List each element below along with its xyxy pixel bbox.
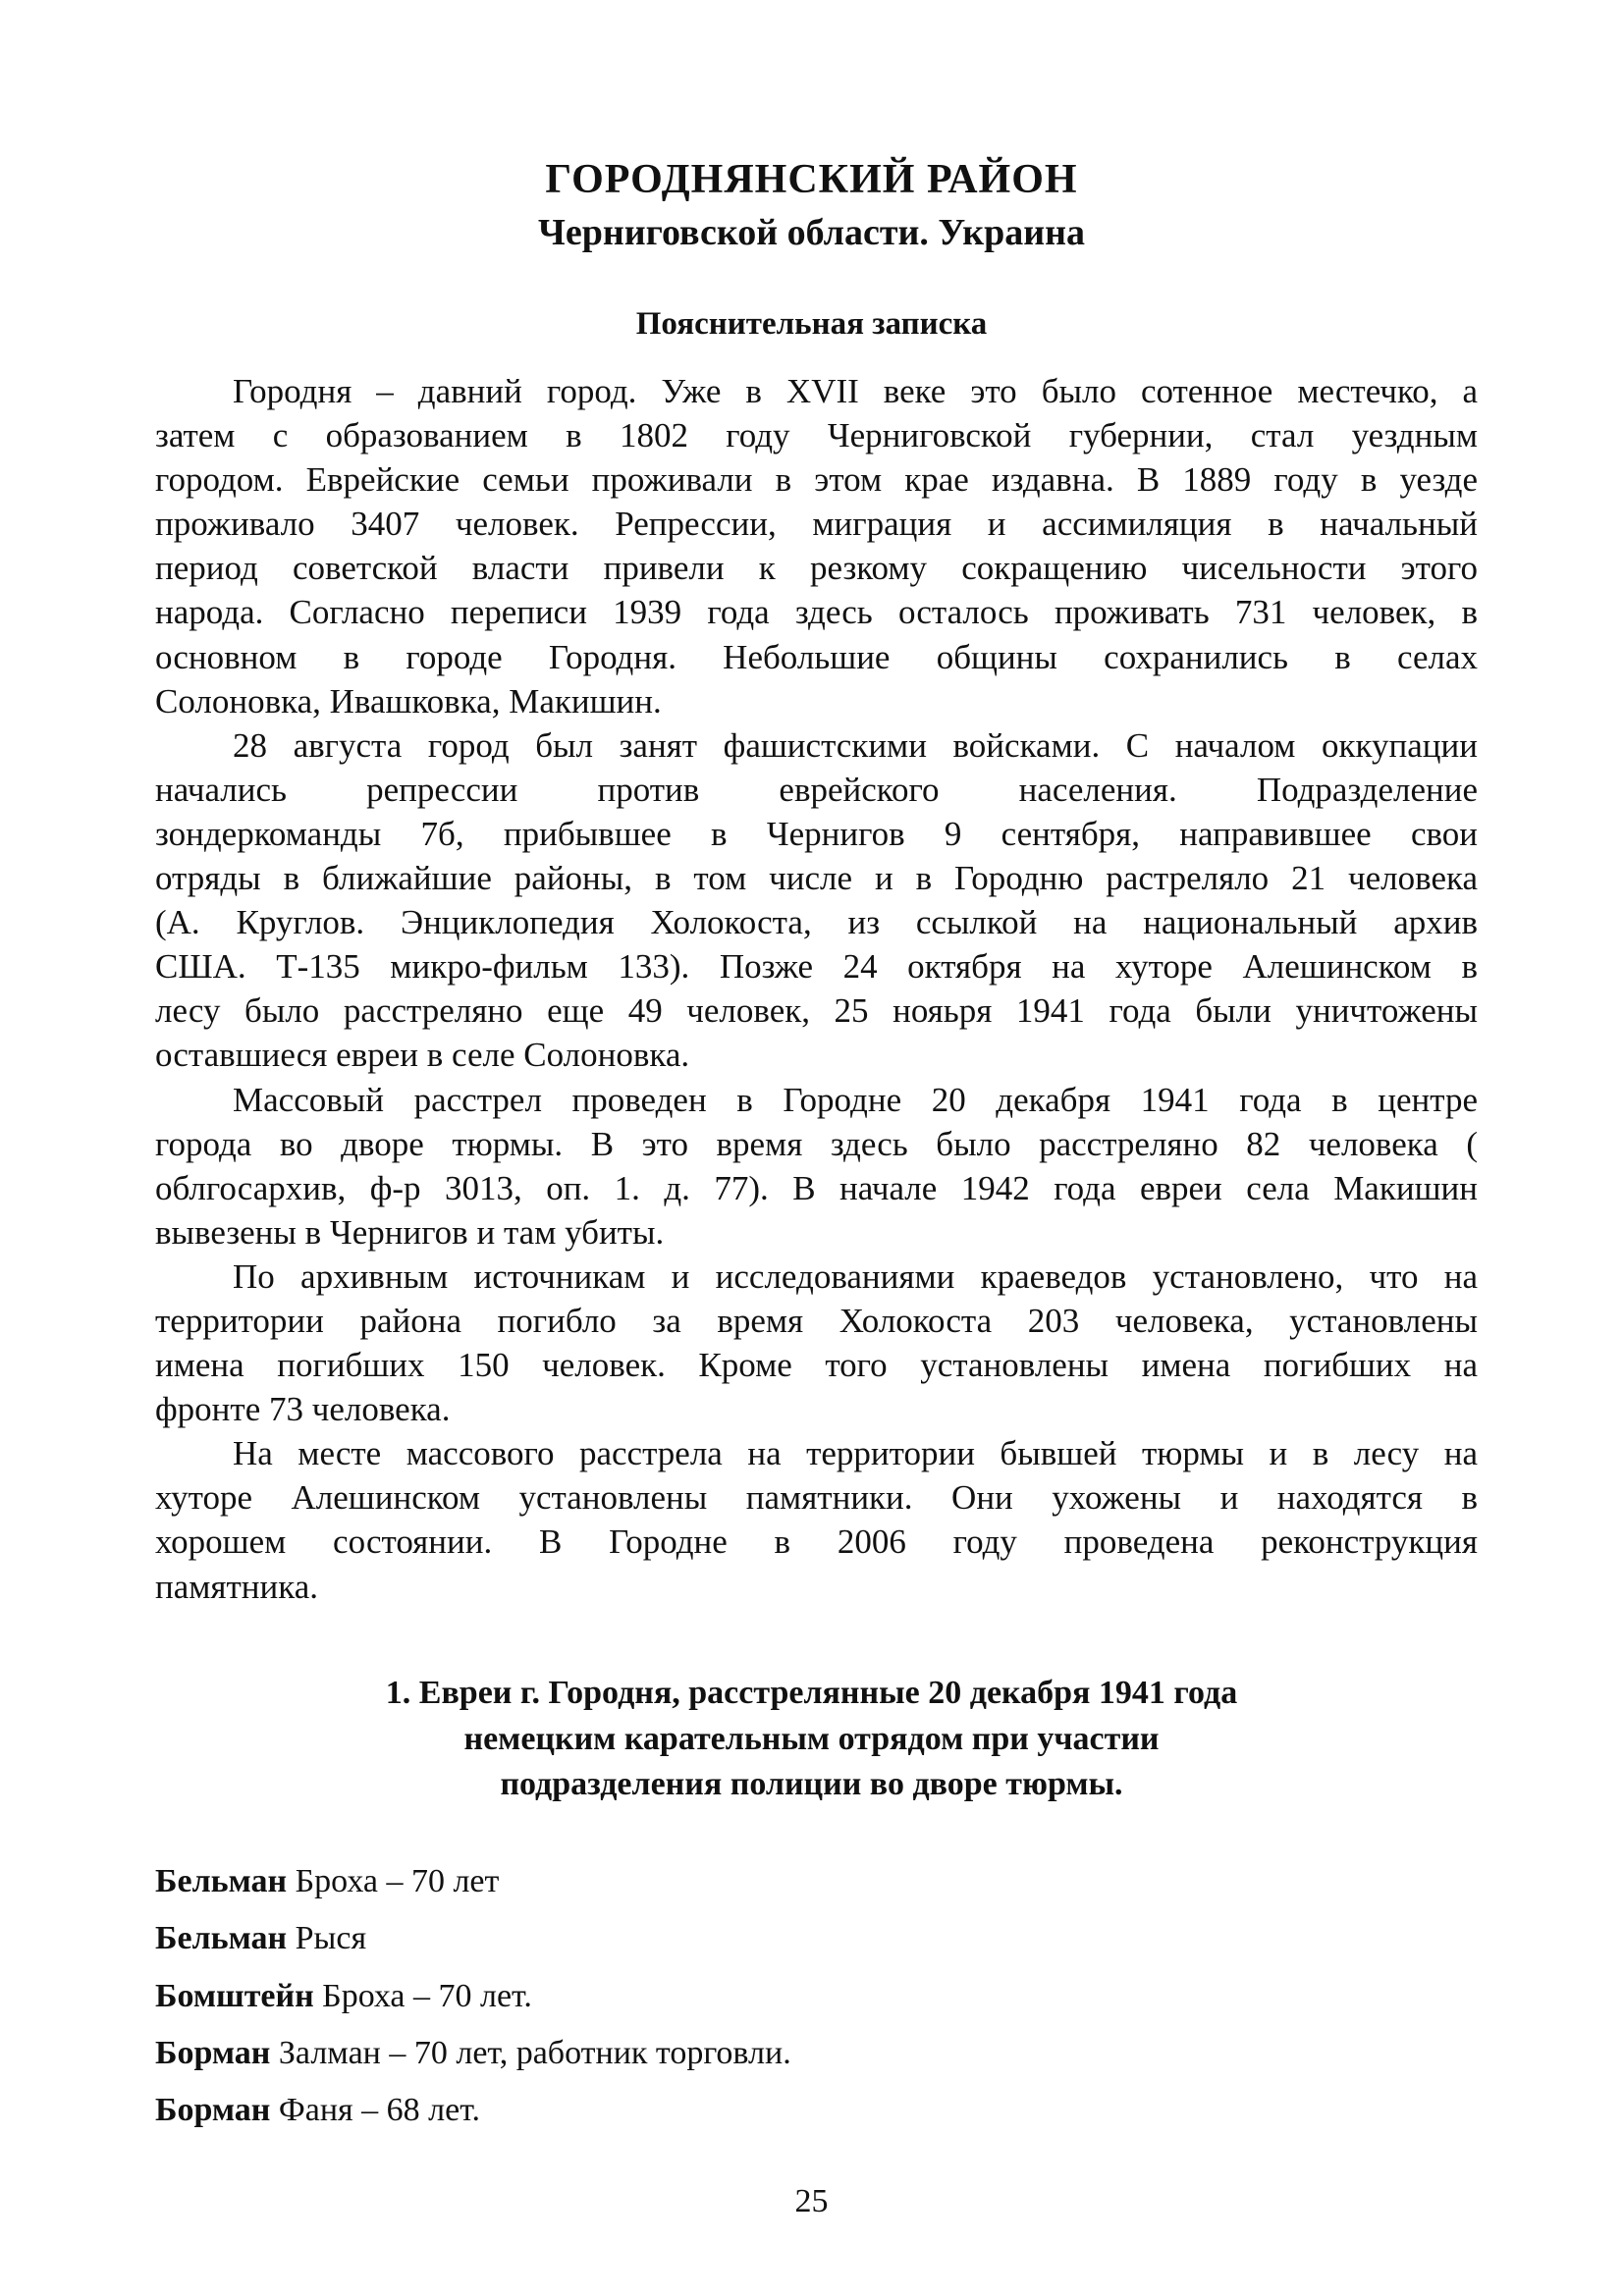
paragraph-line: Солоновка, Ивашковка, Макишин. (155, 681, 662, 721)
paragraph-line: имена погибших 150 человек. Кроме того установлены имена погибших на (155, 1346, 1478, 1385)
paragraph-line: народа. Согласно переписи 1939 года здесь осталось проживать 731 человек, в (155, 593, 1478, 632)
paragraph-line: памятника. (155, 1567, 319, 1606)
list-item (155, 1975, 791, 2032)
victims-list (155, 1860, 791, 2146)
paragraph-line: городом. Еврейские семьи проживали в этом крае издавна. В 1889 году в уезде (155, 460, 1478, 500)
paragraph-line: зондеркоманды 7б, прибывшее в Чернигов 9 сентября, направившее свои (155, 814, 1478, 853)
section-heading-line: немецким карательным отрядом при участии (463, 1720, 1160, 1757)
paragraph-line: оставшиеся евреи в селе Солоновка. (155, 1036, 690, 1075)
paragraph (155, 1431, 1478, 1608)
paragraph-line: США. Т-135 микро-фильм 133). Позже 24 октября на хуторе Алешинском в (155, 947, 1478, 987)
paragraph-line: Массовый расстрел проведен в Городне 20 декабря 1941 года в центре (233, 1080, 1478, 1119)
paragraph-line: фронте 73 человека. (155, 1390, 451, 1429)
paragraph-line: начались репрессии против еврейского населения. Подразделение (155, 770, 1478, 809)
entry-details: Фаня – 68 лет. (270, 2092, 481, 2129)
list-item (155, 2032, 791, 2089)
paragraph-line: период советской власти привели к резкому сокращению чисельности этого (155, 549, 1478, 588)
paragraph-line: города во дворе тюрмы. В это время здесь было расстреляно 82 человека ( (155, 1124, 1478, 1163)
surname: Борман (155, 2034, 271, 2071)
paragraph-line: территории района погибло за время Холокоста 203 человека, установлены (155, 1301, 1478, 1340)
page-number: 25 (794, 2183, 829, 2219)
page-subtitle: Черниговской области. Украина (537, 212, 1086, 253)
paragraph-line: (А. Круглов. Энциклопедия Холокоста, из ссылкой на национальный архив (155, 903, 1478, 942)
paragraph-line: хорошем состоянии. В Городне в 2006 году проведена реконструкция (155, 1522, 1478, 1562)
explanatory-note-body (155, 369, 1478, 1609)
paragraph-line: облгосархив, ф-р 3013, оп. 1. д. 77). В начале 1942 года евреи села Макишин (155, 1168, 1478, 1207)
paragraph-line: По архивным источникам и исследованиями краеведов установлено, что на (233, 1256, 1478, 1296)
paragraph-line: затем с образованием в 1802 году Черниговской губернии, стал уездным (155, 416, 1478, 455)
entry-details: Залман – 70 лет, работник торговли. (270, 2034, 791, 2071)
paragraph-line: 28 августа город был занят фашистскими войсками. С началом оккупации (233, 725, 1478, 765)
paragraph (155, 723, 1478, 1078)
paragraph-line: Городня – давний город. Уже в XVII веке это было сотенное местечко, а (233, 372, 1478, 410)
paragraph-line: лесу было расстреляно еще 49 человек, 25 нояьря 1941 года были уничтожены (155, 991, 1478, 1031)
list-item (155, 1917, 791, 1974)
list-item (155, 2089, 791, 2146)
paragraph (155, 369, 1478, 723)
surname: Борман (155, 2092, 271, 2129)
page-title: ГОРОДНЯНСКИЙ РАЙОН (545, 157, 1078, 202)
surname: Бельман (155, 1920, 288, 1957)
entry-details: Броха – 70 лет. (313, 1977, 532, 2014)
section-heading-line: подразделения полиции во дворе тюрмы. (500, 1766, 1123, 1802)
paragraph-line: проживало 3407 человек. Репрессии, миграция и ассимиляция в начальный (155, 505, 1478, 544)
explanatory-note-heading: Пояснительная записка (635, 306, 988, 342)
paragraph-line: отряды в ближайшие районы, в том числе и в Городню растреляло 21 человека (155, 859, 1478, 898)
surname: Бельман (155, 1863, 288, 1899)
section-heading-line: 1. Евреи г. Городня, расстрелянные 20 декабря 1941 года (385, 1675, 1238, 1711)
section-heading (0, 1671, 1623, 1808)
paragraph-line: вывезены в Чернигов и там убиты. (155, 1212, 665, 1252)
entry-details: Броха – 70 лет (287, 1863, 500, 1899)
paragraph (155, 1078, 1478, 1255)
paragraph-line: На месте массового расстрела на территории бывшей тюрмы и в лесу на (233, 1434, 1478, 1473)
paragraph-line: основном в городе Городня. Небольшие общины сохранились в селах (155, 637, 1478, 676)
paragraph-line: хуторе Алешинском установлены памятники. Они ухожены и находятся в (155, 1478, 1478, 1518)
surname: Бомштейн (155, 1977, 314, 2014)
list-item (155, 1860, 791, 1917)
entry-details: Рыся (287, 1920, 367, 1957)
paragraph (155, 1255, 1478, 1431)
